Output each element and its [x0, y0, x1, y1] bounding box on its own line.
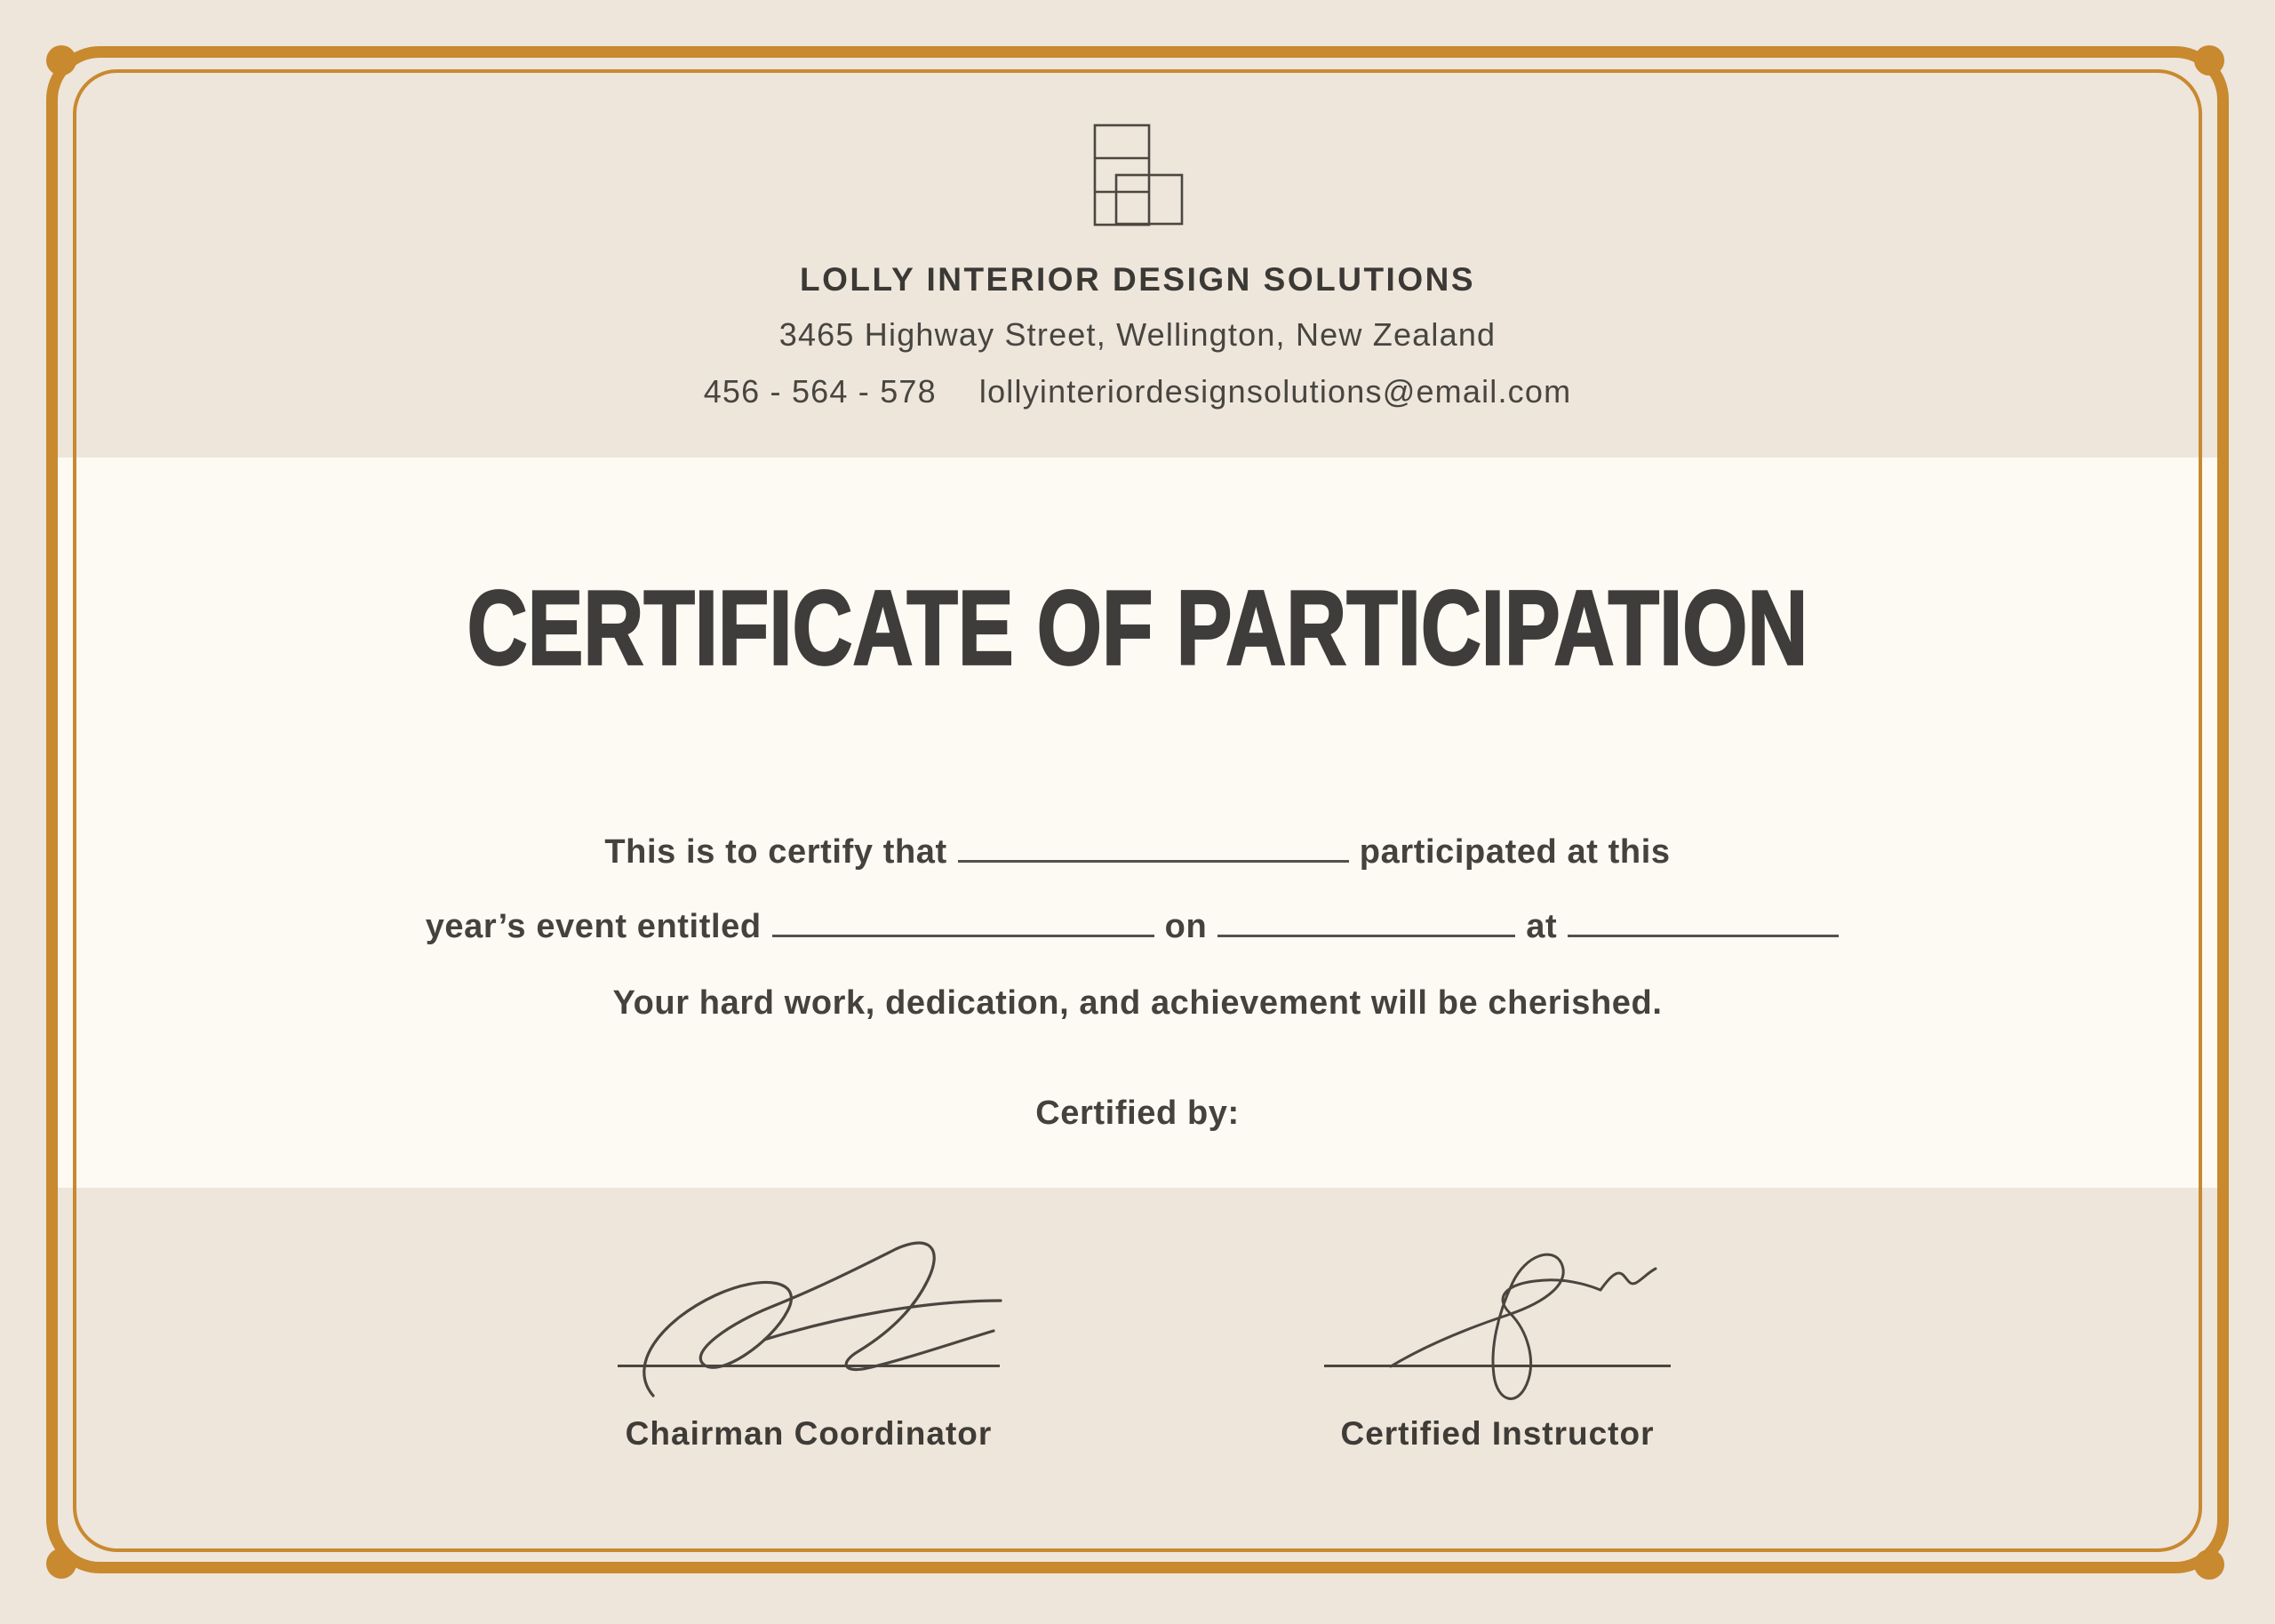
body-line-2: [0, 904, 2275, 946]
line1-prefix: This is to certify that: [604, 833, 947, 871]
event-place-blank: [1568, 904, 1839, 937]
corner-dot-bottom-right: [2194, 1549, 2224, 1580]
corner-dot-bottom-left: [46, 1548, 76, 1579]
corner-dot-top-right: [2194, 45, 2224, 76]
signature-line-instructor: [1324, 1365, 1671, 1367]
company-name: LOLLY INTERIOR DESIGN SOLUTIONS: [799, 261, 1475, 298]
company-contact-line: [0, 373, 2275, 410]
line2-on: on: [1164, 908, 1208, 945]
company-address: 3465 Highway Street, Wellington, New Zealand: [778, 316, 1497, 353]
certificate-title-text: CERTIFICATE OF PARTICIPATION: [467, 569, 1808, 687]
signature-line-chairman: [618, 1365, 1000, 1367]
certificate-title: [0, 569, 2275, 687]
line1-suffix: participated at this: [1359, 833, 1671, 871]
participant-name-blank: [958, 830, 1349, 863]
line2-prefix: year’s event entitled: [425, 908, 762, 945]
event-date-blank: [1217, 904, 1515, 937]
signature-label-instructor: Certified Instructor: [1340, 1415, 1655, 1452]
corner-dot-top-left: [46, 45, 76, 76]
event-name-blank: [772, 904, 1154, 937]
certified-by-label: Certified by:: [1035, 1095, 1240, 1132]
body-line-3: Your hard work, dedication, and achievement will be cherished.: [612, 984, 1663, 1022]
line2-at: at: [1526, 908, 1558, 945]
body-line-1: [0, 830, 2275, 872]
signature-instructor: [1337, 1231, 1684, 1418]
company-phone: 456 - 564 - 578: [703, 373, 937, 410]
company-logo-icon: [1093, 123, 1184, 227]
signature-label-chairman: Chairman Coordinator: [625, 1415, 993, 1452]
company-email: lollyinteriordesignsolutions@email.com: [978, 373, 1572, 410]
signature-chairman: [631, 1231, 1004, 1418]
